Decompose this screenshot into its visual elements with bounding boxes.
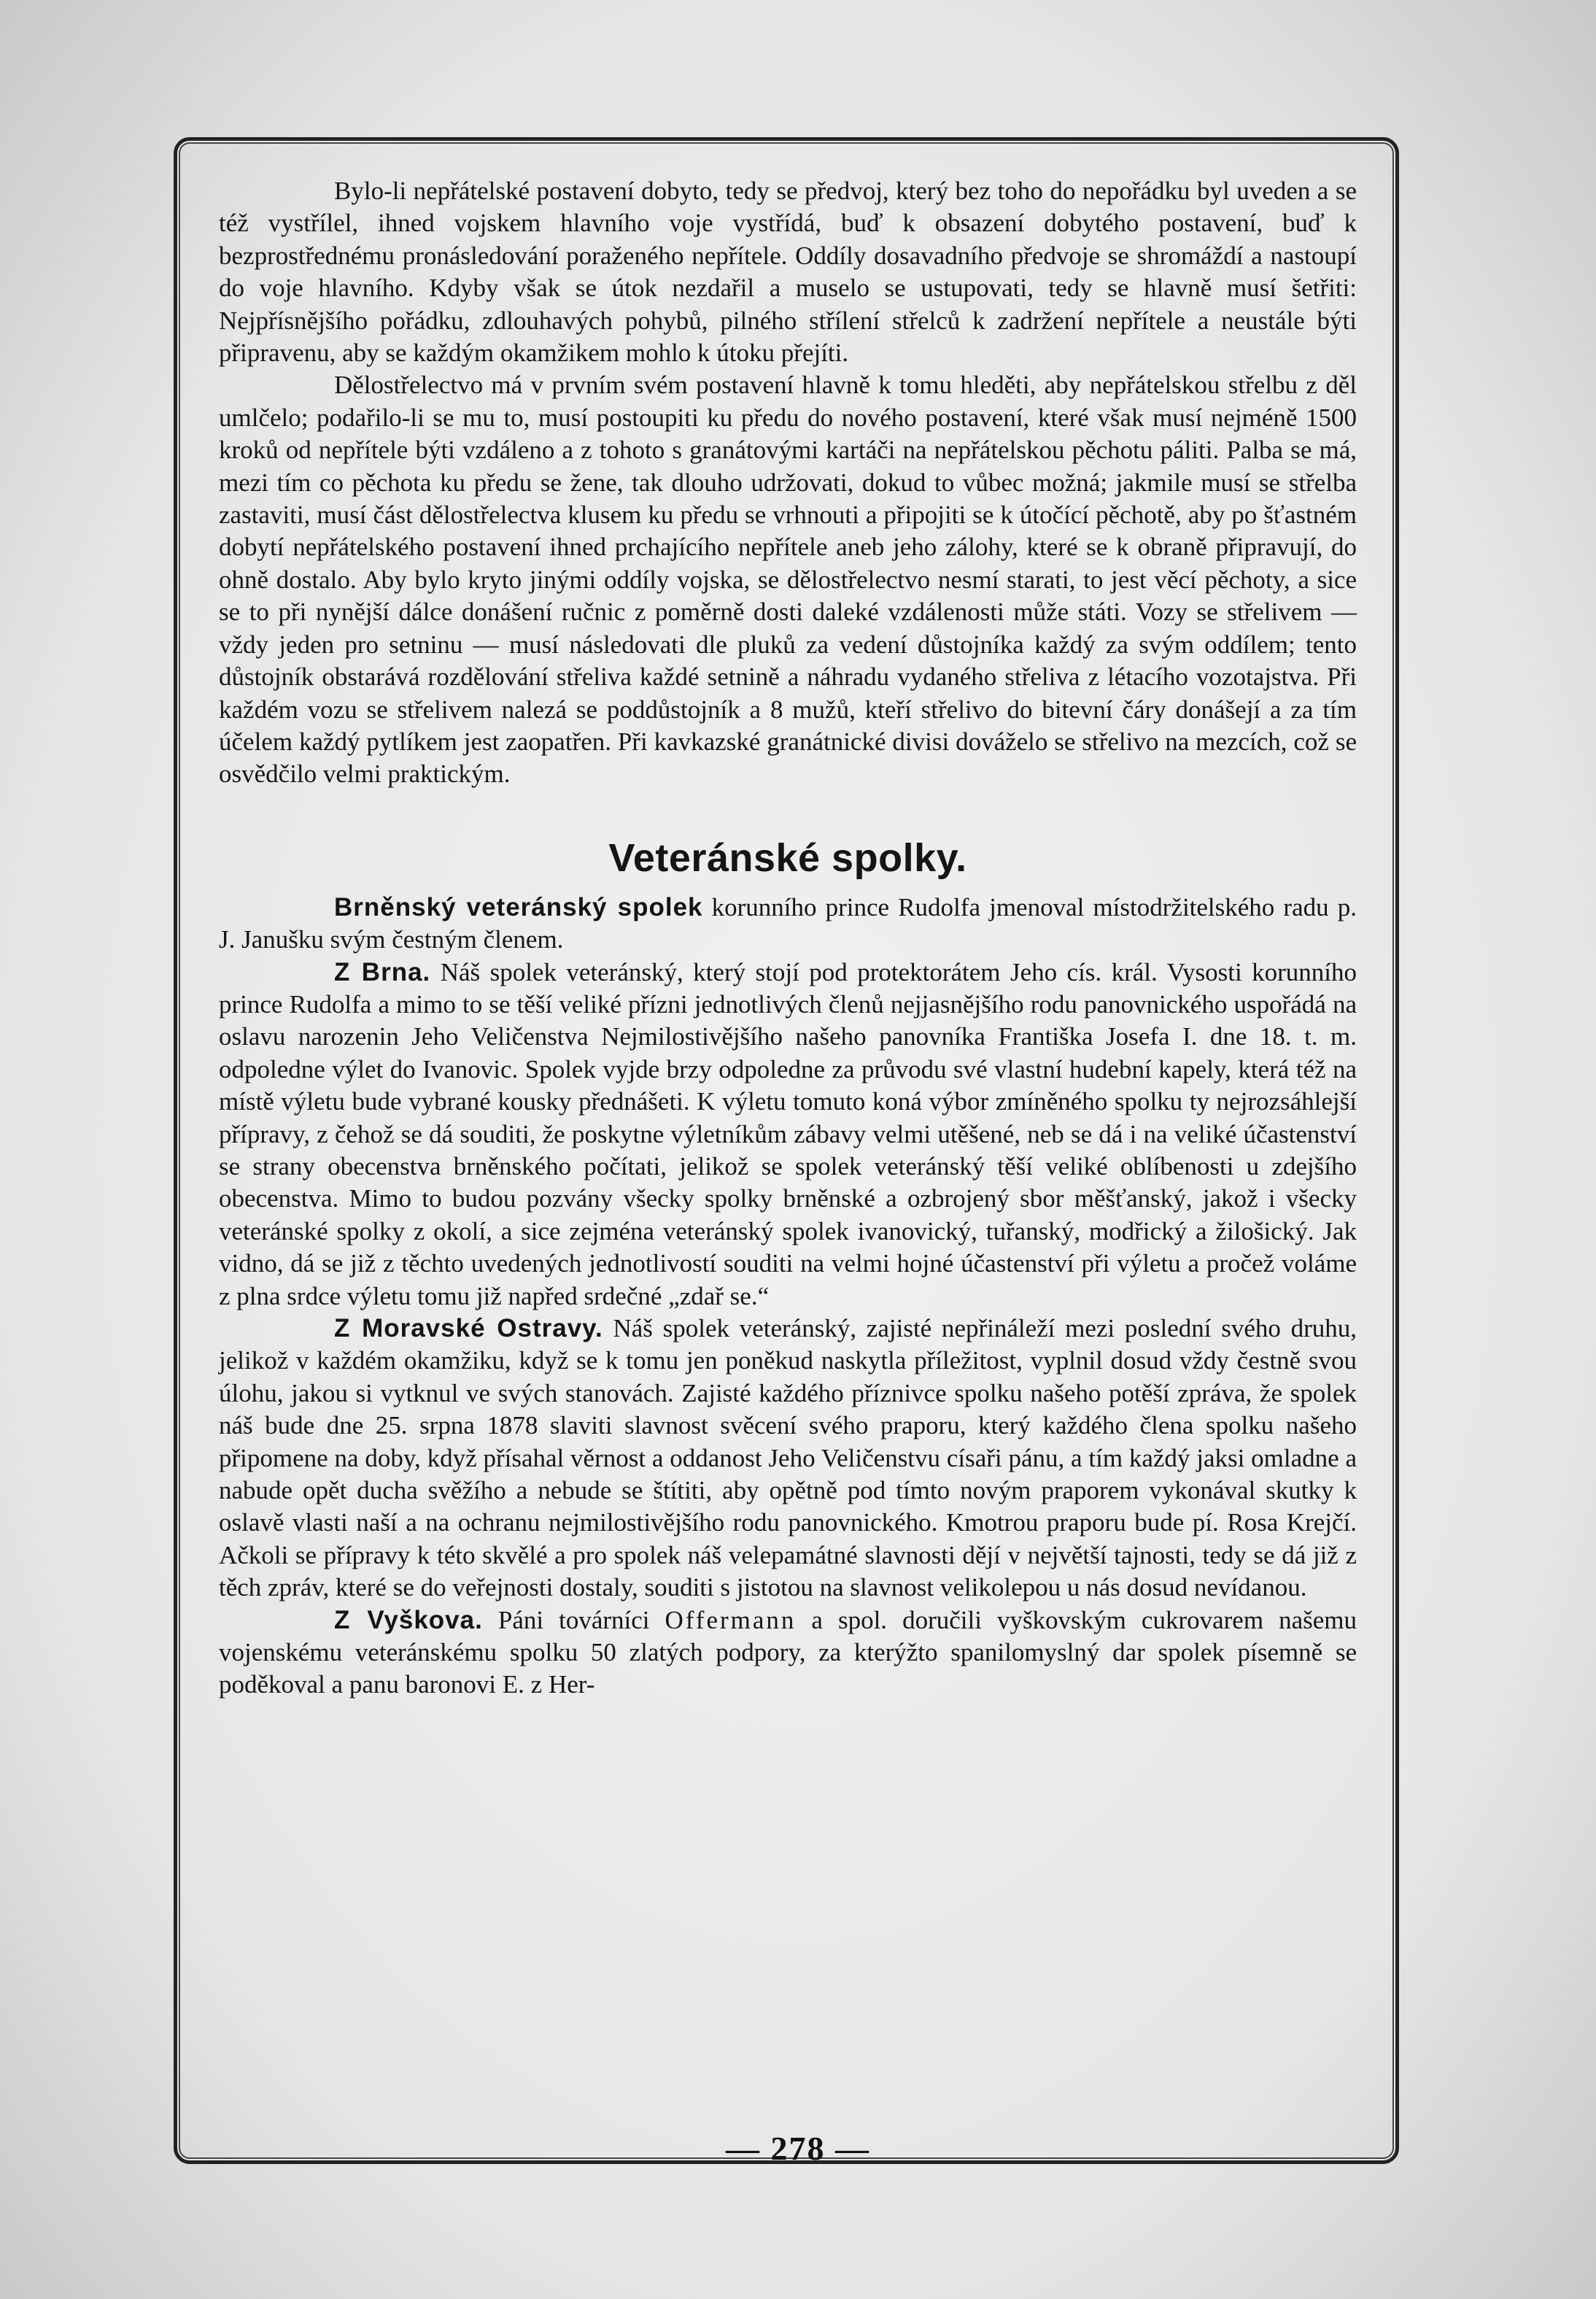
news-item-vyskov	[219, 1604, 1357, 1701]
news-item-text: korunního prince Rudolfa jmenoval místodržitelského radu p. J. Janušku svým čestným členem.	[219, 892, 1357, 954]
news-item-ostrava	[219, 1313, 1357, 1604]
section-heading: Veteránské spolky.	[608, 835, 967, 880]
news-item-company-name: Offermann	[665, 1605, 797, 1634]
page-number: — 278 —	[726, 2130, 870, 2167]
page-body	[219, 175, 1357, 1701]
news-item-lead: Z Moravské Ostravy.	[334, 1314, 603, 1342]
news-item-lead: Z Vyškova.	[334, 1605, 483, 1634]
news-item-brno	[219, 957, 1357, 1313]
news-item-lead: Brněnský veteránský spolek	[334, 892, 703, 921]
news-item-text: Náš spolek veteránský, který stojí pod protektorátem Jeho cís. král. Vysosti korunního prince Rudolfa a mimo to se těší veliké přízni jednotlivých členů nejjasnějšího rodu panovnického uspořádá na oslavu narozenin Jeho Veličenstva Nejmilostivějšího našeho panovníka Františka Josefa I. dne 18. t. m. odpoledne výlet do Ivanovic. Spolek vyjde brzy odpoledne za průvodu své vlastní hudební kapely, která též na místě výletu bude vybrané kousky přednášeti. K výletu tomuto koná výbor zmíněného spolku ty nejrozsáhlejší přípravy, z čehož se dá souditi, že poskytne výletníkům zábavy velmi utěšené, neb se dá i na veliké účastenství se strany obecenstva brněnského počítati, jelikož se spolek veteránský těší veliké oblíbenosti u zdejšího obecenstva. Mimo to budou pozvány všecky spolky brněnské a ozbrojený sbor měšťanský, jakož i všecky veteránské spolky z okolí, a sice zejména veteránský spolek ivanovický, tuřanský, modřický a žilošický. Jak vidno, dá se již z těchto uvedených jednotlivostí souditi na velmi hojné účastenství při výletu a pročež voláme z plna srdce výletu tomu již napřed srdečné „zdař se.“	[219, 957, 1357, 1310]
news-item-lead: Z Brna.	[334, 957, 431, 986]
paragraph-artillery: Dělostřelectvo má v prvním svém postavení hlavně k tomu hleděti, aby nepřátelskou střelbu z děl umlčelo; podařilo-li se mu to, musí postoupiti ku předu do nového postavení, které však musí nejméně 1500 kroků od nepřítele býti vzdáleno a z tohoto s granátovými kartáči na nepřátelskou pěchotu páliti. Palba se má, mezi tím co pěchota ku předu se žene, tak dlouho udržovati, dokud to vůbec možná; jakmile musí se střelba zastaviti, musí část dělostřelectva klusem ku předu se vrhnouti a připojiti se k útočící pěchotě, aby po šťastném dobytí nepřátelského postavení ihned prchajícího nepřítele aneb jeho zálohy, které se k obraně připravují, do ohně dostalo. Aby bylo kryto jinými oddíly vojska, se dělostřelectvo nesmí starati, to jest věcí pěchoty, a sice se to při nynější dálce donášení ručnic z poměrně dosti daleké vzdálenosti může státi. Vozy se střelivem — vždy jeden pro setninu — musí následovati dle pluků za vedení důstojníka každý za svým oddílem; tento důstojník obstarává rozdělování střeliva každé setnině a náhradu vydaného střeliva z létacího vozotajstva. Při každém vozu se střelivem nalezá se poddůstojník a 8 mužů, kteří střelivo do bitevní čáry donášejí a za tím účelem každý pytlíkem jest zaopatřen. Při kavkazské granátnické divisi dováželo se střelivo na mezcích, což se osvědčilo velmi praktickým.	[219, 371, 1357, 789]
news-item-text: Páni továrníci	[482, 1605, 665, 1634]
news-item-text: Náš spolek veteránský, zajisté nepřináleží mezi poslední svého druhu, jelikož v každém okamžiku, když se k tomu jen poněkud naskytla příležitost, vyplnil dosud vždy čestně svou úlohu, jakou si vytknul ve svých stanovách. Zajisté každého příznivce spolku našeho potěší zpráva, že spolek náš bude dne 25. srpna 1878 slaviti slavnost svěcení svého praporu, který každého člena spolku našeho připomene na doby, když přísahal věrnost a oddanost Jeho Veličenstvu císaři pánu, a tím každý jaksi omladne a nabude opět ducha svěžího a nebude se štítiti, aby opětně pod tímto novým praporem vykonával skutky k oslavě vlasti naší a na ochranu nejmilostivějšího rodu panovnického. Kmotrou praporu bude pí. Rosa Krejčí. Ačkoli se přípravy k této skvělé a pro spolek náš velepamátné slavnosti dějí v největší tajnosti, tedy se dá již z těch zpráv, které se do veřejnosti dostaly, souditi s jistotou na slavnost velikolepou u nás dosud nevídanou.	[219, 1314, 1357, 1602]
news-item-brno-society	[219, 892, 1357, 957]
news-item-text-continued: a spol. doručili vyškovským cukrovarem našemu vojenskému veteránskému spolku 50 zlatých podpory, za kterýžto spanilomyslný dar spolek písemně se poděkoval a panu baronovi E. z Her-	[219, 1605, 1357, 1699]
paragraph-advance-guard: Bylo-li nepřátelské postavení dobyto, tedy se předvoj, který bez toho do nepořádku byl uveden a se též vystřílel, ihned vojskem hlavního voje vystřídá, buď k obsazení dobytého postavení, buď k bezprostřednému pronásledování poraženého nepřítele. Oddíly dosavadního předvoje se shromáždí a nastoupí do voje hlavního. Kdyby však se útok nezdařil a muselo se ustupovati, tedy se hlavně musí šetřiti: Nejpřísnějšího pořádku, zdlouhavých pohybů, pilného střílení střelců k zadržení nepřítele a neustále býti připravenu, aby se každým okamžikem mohlo k útoku přejíti.	[219, 177, 1357, 368]
